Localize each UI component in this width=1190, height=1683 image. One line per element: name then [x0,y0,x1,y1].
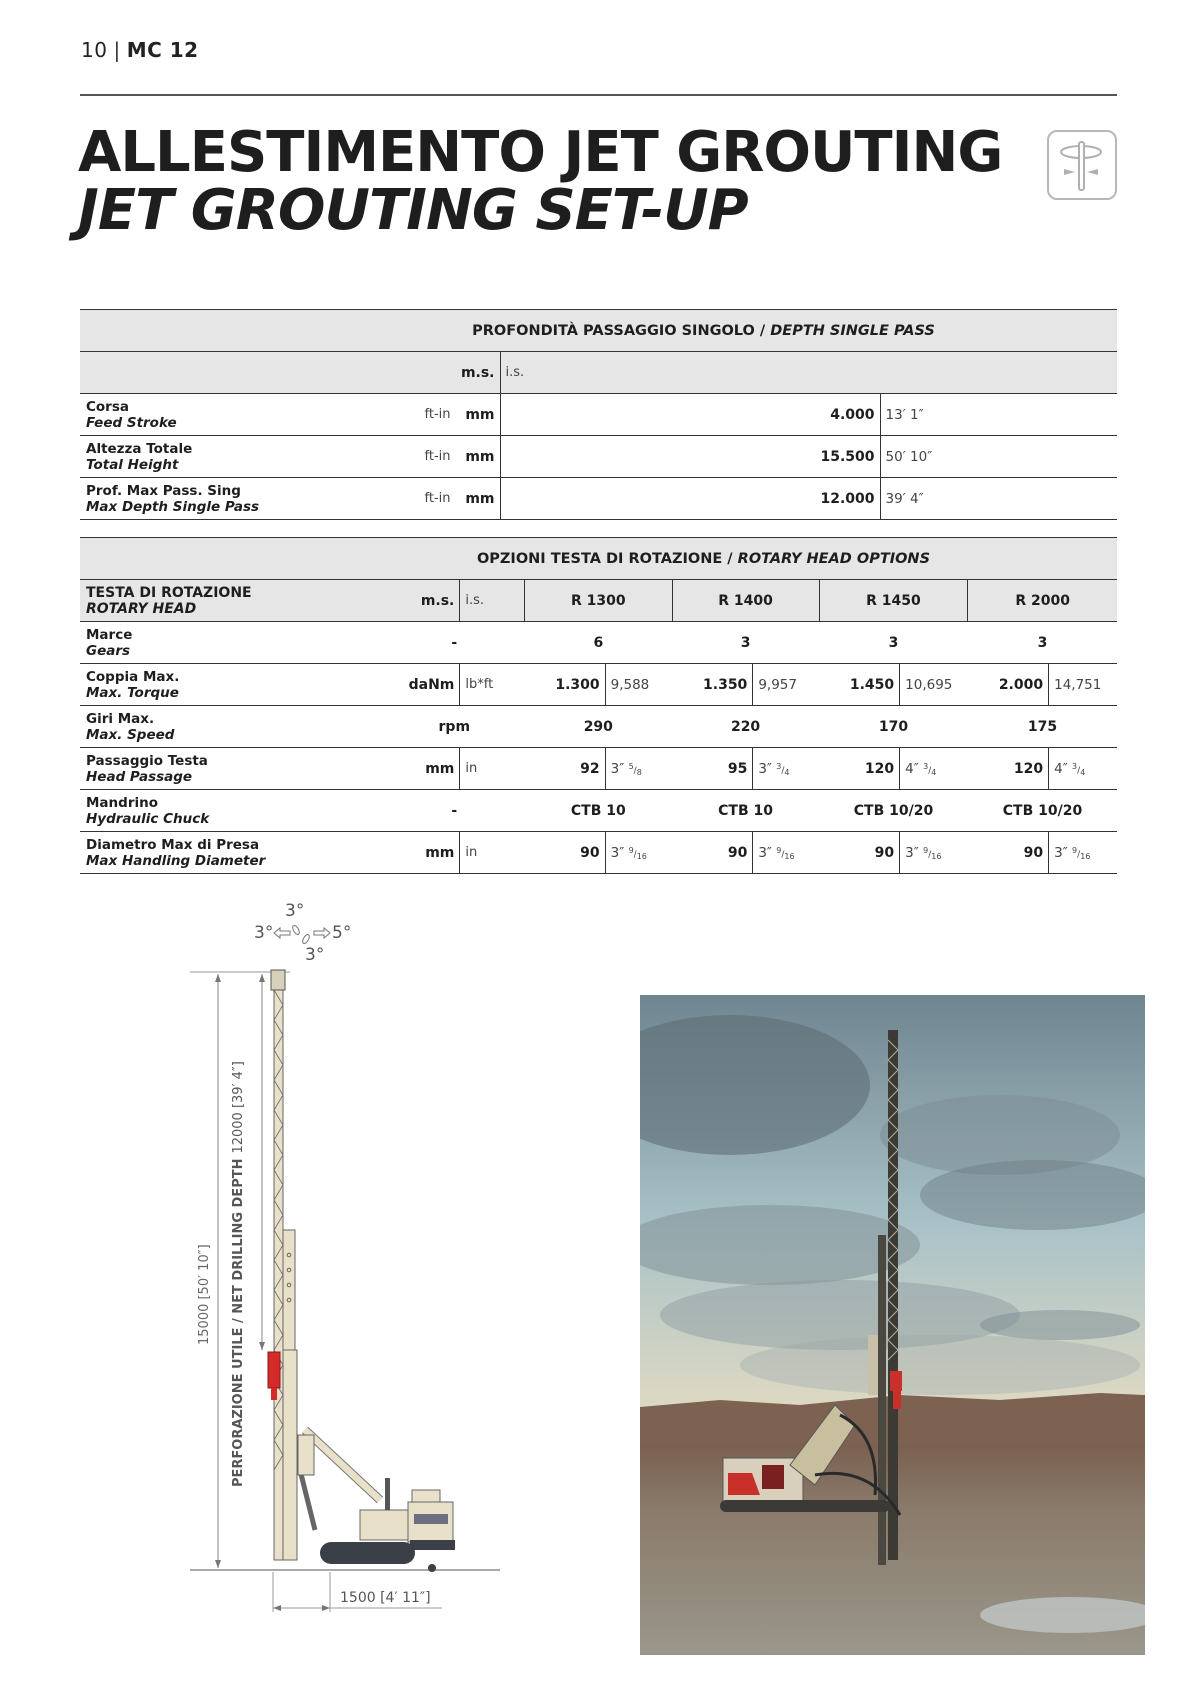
rotary-head-table [80,537,1117,874]
cell-ivalue: 14,751 [1049,664,1117,706]
table-title-row [80,310,1117,352]
table-title-sep: / [722,550,738,567]
cell-value: 90 [672,832,753,874]
cell-value: 1.350 [672,664,753,706]
frac-num: 3 [776,761,782,771]
row-unit-is: lb*ft [460,664,525,706]
frac-den: 8 [636,767,642,777]
row-label-en: Gears [86,642,131,659]
model-header: R 1400 [672,580,819,622]
row-label-en: Feed Stroke [86,414,177,431]
row-unit-is: ft-in [424,490,451,506]
table-row [80,478,1117,520]
cell-value: CTB 10 [524,790,672,832]
header-rule [80,94,1117,96]
title-english: JET GROUTING SET-UP [78,178,748,243]
row-label-it: Altezza Totale [86,440,193,457]
row-unit-is: in [460,832,525,874]
cell-value: CTB 10/20 [819,790,968,832]
net-depth-label: PERFORAZIONE UTILE / NET DRILLING DEPTH [231,1158,246,1487]
page-number: 10 [81,38,108,62]
row-label-it: Coppia Max. [86,668,180,685]
row-ivalue: 39′ 4″ [880,478,1117,520]
row-label-it: Marce [86,626,133,643]
table-title-sep: / [754,322,771,339]
cell-value: 90 [524,832,605,874]
table-row [80,664,1117,706]
frac-den: 16 [931,851,942,861]
table-row [80,790,1117,832]
cell-ivalue-whole: 4″ [1054,760,1068,777]
frac-num: 3 [923,761,929,771]
frac-num: 5 [628,761,634,771]
cell-ivalue-whole: 4″ [905,760,919,777]
cell-ivalue-whole: 3″ [610,844,625,861]
mast-tilt-icon [291,924,300,935]
row-label-en: Total Height [86,456,179,473]
row-unit-ms: mm [465,406,495,423]
row-unit-ms: daNm [384,664,460,706]
table-title-it: PROFONDITÀ PASSAGGIO SINGOLO [472,322,755,339]
row-label-en: Max Handling Diameter [86,852,266,869]
cell-value: 220 [672,706,819,748]
cell-value: 6 [524,622,672,664]
cell-value: 3 [819,622,968,664]
frac-den: 4 [1080,767,1086,777]
cell-ivalue-whole: 3″ [758,844,772,861]
cell-value: 90 [968,832,1049,874]
row-value: 12.000 [820,490,875,507]
cell-value: 90 [819,832,900,874]
angle-bottom-label: 3° [305,945,325,965]
row-unit-ms: mm [465,490,495,507]
table-row [80,622,1117,664]
units-row [80,352,1117,394]
cell-ivalue-whole: 3″ [610,760,625,777]
cell-value: 3 [672,622,819,664]
table-row: Diametro Max di Presa Max Handling Diameter mm in 90 3″ $^9/_{16}$ 90 3″ $^9/_{16}$ 90 3″ $^9/_{16}$ 90 3″ $^9/_{16}$ [80,832,1117,874]
row-label-it: Mandrino [86,794,158,811]
unit-ms: m.s. [420,352,500,394]
cell-value: 290 [524,706,672,748]
row-unit-is: ft-in [424,406,451,422]
cell-value: 1.300 [524,664,605,706]
row-ivalue: 13′ 1″ [880,394,1117,436]
frac-den: 16 [1080,851,1091,861]
row-label-it: Corsa [86,398,129,415]
angle-left-label: 3° [254,923,274,943]
rig-mast [271,970,297,1560]
row-unit: rpm [384,706,524,748]
cell-value: 175 [968,706,1117,748]
table-title-en: DEPTH SINGLE PASS [770,322,935,339]
cell-ivalue-whole: 3″ [758,760,772,777]
angle-top-label: 3° [285,901,305,921]
frac-num: 9 [776,845,782,855]
depth-single-pass-table [80,309,1117,520]
frac-den: 4 [784,767,790,777]
page-title [78,120,1003,243]
mast-tilt-icon [301,933,310,944]
frac-num: 9 [1072,845,1078,855]
cell-value: 120 [968,748,1049,790]
cell-value: 3 [968,622,1117,664]
row-unit-ms: mm [384,832,460,874]
table-title-en: ROTARY HEAD OPTIONS [737,550,931,567]
cell-ivalue-whole: 3″ [905,844,919,861]
cell-ivalue-whole: 3″ [1054,844,1068,861]
cell-value: CTB 10 [672,790,819,832]
svg-text:PERFORAZIONE UTILE / NET DRILL [231,1061,246,1487]
head-label-en: ROTARY HEAD [86,600,197,617]
title-italian: ALLESTIMENTO JET GROUTING [78,120,1003,185]
base-width-label: 1500 [4′ 11″] [340,1590,431,1606]
table-row [80,394,1117,436]
arrow-left-icon [274,928,290,938]
row-label-it: Prof. Max Pass. Sing [86,482,241,499]
row-unit-ms: mm [465,448,495,465]
page-header [81,38,199,62]
frac-num: 9 [923,845,929,855]
cell-ivalue: 10,695 [900,664,968,706]
cell-value: 170 [819,706,968,748]
models-row [80,580,1117,622]
rig-body [360,1478,453,1542]
cell-ivalue: 9,588 [605,664,672,706]
model-header: R 1300 [524,580,672,622]
row-unit-is: in [460,748,525,790]
cell-ivalue: 9,957 [753,664,819,706]
angle-right-label: 5° [332,923,352,943]
rig-technical-drawing [180,890,540,1650]
table-row [80,436,1117,478]
cell-value: CTB 10/20 [968,790,1117,832]
row-label-en: Max Depth Single Pass [86,498,260,515]
table-row: Passaggio Testa Head Passage mm in 92 3″ $^5/_8$ 95 3″ $^3/_4$ 120 4″ $^3/_4$ 120 4″ $^3/_4$ [80,748,1117,790]
row-value: 15.500 [820,448,875,465]
table-title-row [80,538,1117,580]
row-ivalue: 50′ 10″ [880,436,1117,478]
row-label-en: Hydraulic Chuck [86,810,210,827]
row-label-it: Diametro Max di Presa [86,836,260,853]
row-label-it: Passaggio Testa [86,752,208,769]
row-label-it: Giri Max. [86,710,155,727]
frac-den: 16 [784,851,795,861]
table-row [80,706,1117,748]
head-label-it: TESTA DI ROTAZIONE [86,584,252,601]
row-unit: - [384,790,524,832]
model-header: R 1450 [819,580,968,622]
cell-value: 1.450 [819,664,900,706]
model-header: R 2000 [968,580,1117,622]
unit-ms: m.s. [384,580,460,622]
net-depth-value: 12000 [39′ 4″] [231,1061,246,1154]
header-separator: | [113,38,121,62]
rotary-head-icon [1047,130,1117,200]
rig-tracks [320,1540,455,1572]
row-unit-is: ft-in [424,448,451,464]
row-unit: - [384,622,524,664]
frac-den: 4 [931,767,937,777]
arrow-right-icon [314,928,330,938]
rig-site-photo [640,995,1145,1655]
row-unit-ms: mm [384,748,460,790]
frac-num: 9 [628,845,634,855]
row-label-en: Head Passage [86,768,193,785]
model-name: MC 12 [126,38,199,62]
cell-value: 120 [819,748,900,790]
table-title-it: OPZIONI TESTA DI ROTAZIONE [476,550,723,567]
frac-den: 16 [636,851,647,861]
cell-value: 95 [672,748,753,790]
cell-value: 92 [524,748,605,790]
unit-is: i.s. [460,580,525,622]
row-value: 4.000 [830,406,875,423]
frac-num: 3 [1072,761,1078,771]
cell-value: 2.000 [968,664,1049,706]
unit-is: i.s. [500,352,1117,394]
total-height-label: 15000 [50′ 10″] [197,1244,212,1345]
row-label-en: Max. Speed [86,726,175,743]
row-label-en: Max. Torque [86,684,179,701]
